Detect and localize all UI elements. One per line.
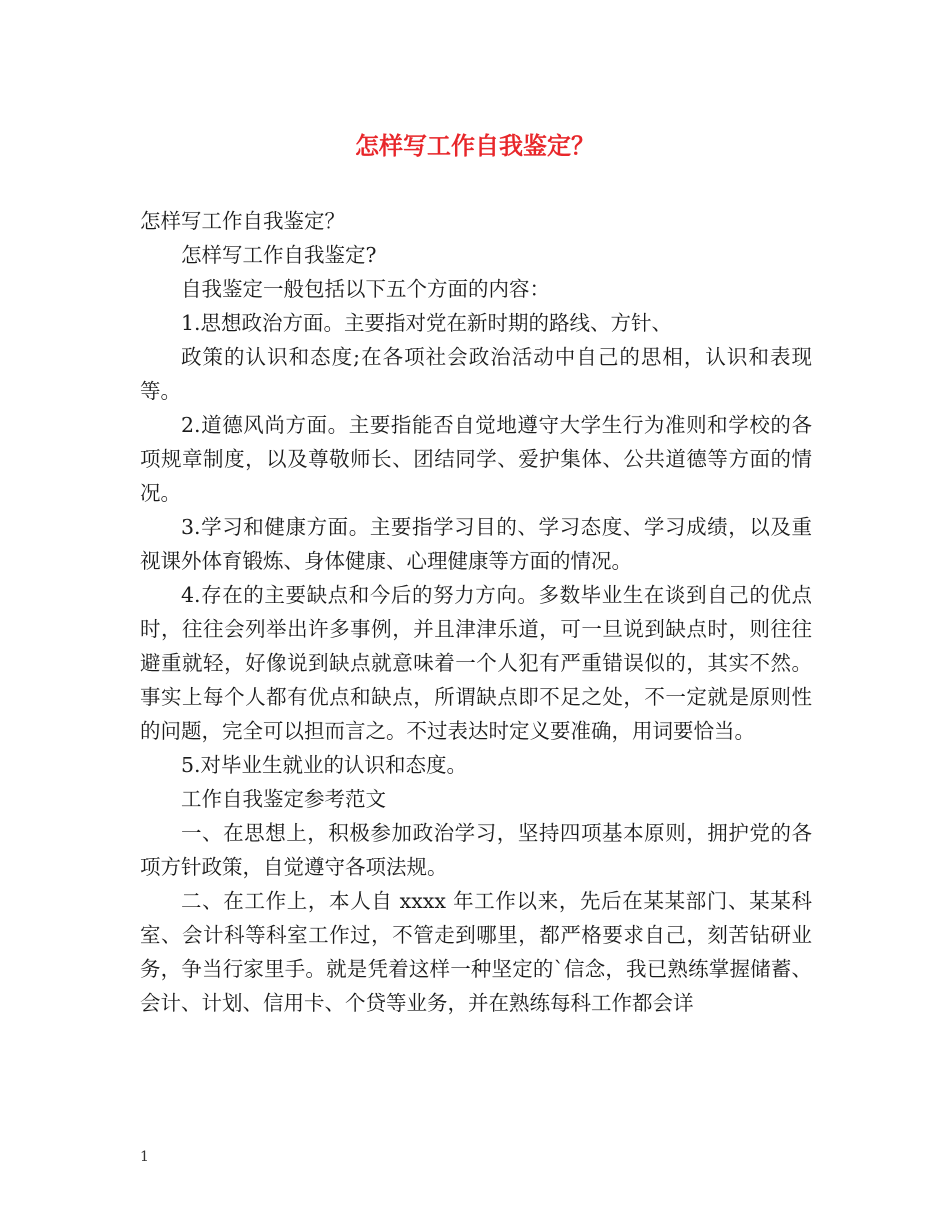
paragraph: 自我鉴定一般包括以下五个方面的内容： — [181, 277, 550, 301]
paragraph-item-4: 4.存在的主要缺点和今后的努力方向。多数毕业生在谈到自己的优点时，往往会列举出许多事例，并且津津乐道，可一旦说到缺点时，则往往避重就轻，好像说到缺点就意味着一个人犯有严重错误似的，其实不然。事实上每个人都有优点和缺点，所谓缺点即不足之处，不一定就是原则性的问题，完全可以担而言之。不过表达时定义要准确，用词要恰当。 — [140, 583, 812, 743]
paragraph-subheading: 工作自我鉴定参考范文 — [181, 787, 386, 811]
page-title: 怎样写工作自我鉴定？ — [355, 131, 595, 160]
paragraph-item-3: 3.学习和健康方面。主要指学习目的、学习态度、学习成绩，以及重视课外体育锻炼、身体健康、心理健康等方面的情况。 — [140, 515, 812, 573]
paragraph-item-1: 1.思想政治方面。主要指对党在新时期的路线、方针、 — [181, 311, 673, 335]
paragraph: 怎样写工作自我鉴定? — [181, 243, 377, 267]
document-body — [140, 204, 812, 1020]
paragraph-item-5: 5.对毕业生就业的认识和态度。 — [181, 753, 468, 777]
paragraph-item-1-continued: 政策的认识和态度;在各项社会政治活动中自己的思相，认识和表现等。 — [140, 345, 812, 403]
paragraph-item-2: 2.道德风尚方面。主要指能否自觉地遵守大学生行为准则和学校的各项规章制度，以及尊敬师长、团结同学、爱护集体、公共道德等方面的情况。 — [140, 413, 812, 505]
paragraph-heading: 怎样写工作自我鉴定？ — [140, 209, 345, 233]
paragraph-section-2: 二、在工作上，本人自 xxxx 年工作以来，先后在某某部门、某某科室、会计科等科室工作过，不管走到哪里，都严格要求自己，刻苦钻研业务，争当行家里手。就是凭着这样一种坚定的`信念，我已熟练掌握储蓄、会计、计划、信用卡、个贷等业务，并在熟练每科工作都会详 — [140, 889, 812, 1015]
page-number: 1 — [140, 1149, 149, 1165]
paragraph-section-1: 一、在思想上，积极参加政治学习，坚持四项基本原则，拥护党的各项方针政策，自觉遵守各项法规。 — [140, 821, 812, 879]
